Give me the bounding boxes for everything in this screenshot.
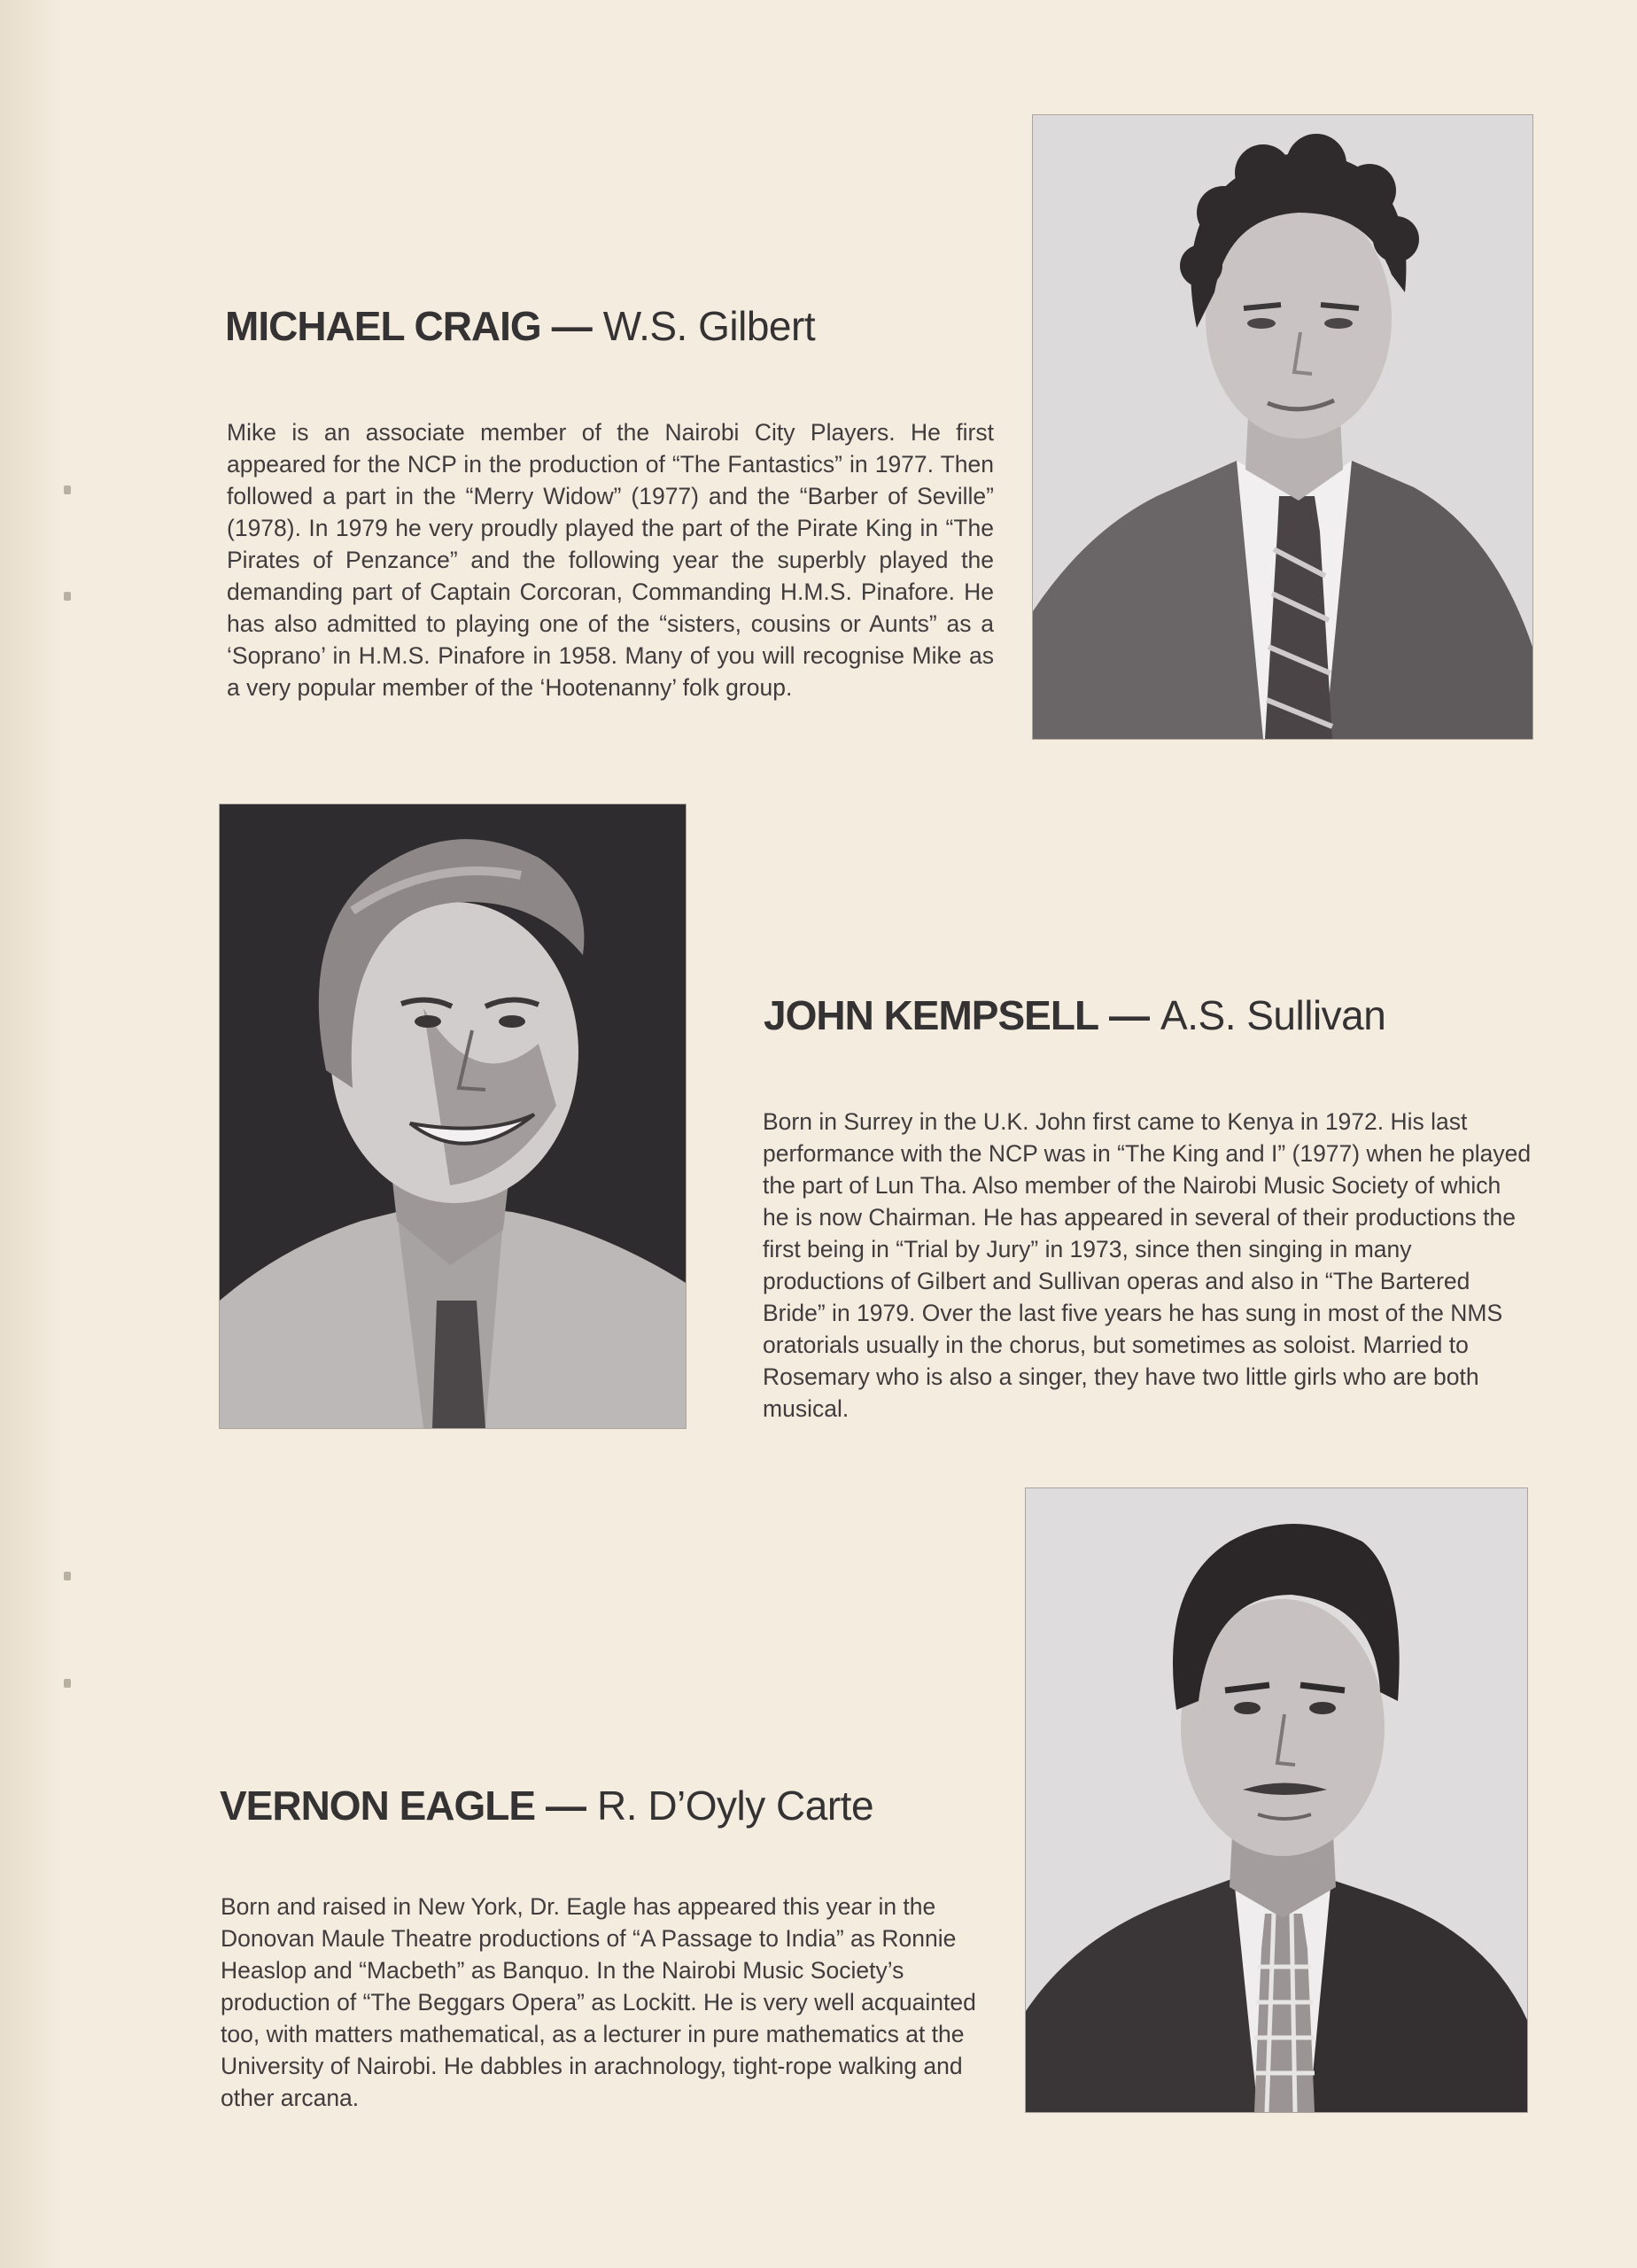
portrait-photo	[1026, 1488, 1527, 2112]
performer-bio: Mike is an associate member of the Nairobi City Players. He first appeared for the NCP in the production of “The Fantastics” in 1977. Then followed a part in the “Merry Widow” (1977) and the “Barber of Seville” (1978). In 1979 he very proudly played the part of the Pirate King in “The Pirates of Penzance” and the following year the superbly played the demanding part of Captain Corcoran, Commanding H.M.S. Pinafore. He has also admitted to playing one of the “sisters, cousins or Aunts” as a ‘Soprano’ in H.M.S. Pinafore in 1958. Many of you will recognise Mike as a very popular member of the ‘Hootenanny’ folk group.	[227, 419, 994, 701]
portrait-photo-graphic	[220, 804, 686, 1428]
performer-bio: Born and raised in New York, Dr. Eagle has appeared this year in the Donovan Maule Theatre productions of “A Passage to India” as Ronnie Heaslop and “Macbeth” as Banquo. In the Nairobi Music Society’s production of “The Beggars Opera” as Lockitt. He is very well acquainted too, with matters mathematical, as a lecturer in pure mathematics at the University of Nairobi. He dabbles in arachnology, tight-rope walking and other arcana.	[221, 1893, 976, 2111]
character-role: A.S. Sullivan	[1160, 992, 1386, 1038]
portrait-photo-graphic	[1026, 1488, 1527, 2112]
performer-bio: Born in Surrey in the U.K. John first came to Kenya in 1972. His last performance with the NCP was in “The King and I” (1977) when he played the part of Lun Tha. Also member of the Nairobi Music Society of which he is now Chairman. He has appeared in several of their productions the first being in “Trial by Jury” in 1973, since then singing in many productions of Gilbert and Sullivan operas and also in “The Bartered Bride” in 1979. Over the last five years he has sung in most of the NMS oratorials usually in the chorus, but sometimes as soloist. Married to Rosemary who is also a singer, they have two little girls who are both musical.	[763, 1108, 1532, 1422]
character-role: R. D’Oyly Carte	[597, 1783, 874, 1829]
portrait-photo	[220, 804, 686, 1428]
binding-hole	[64, 485, 71, 494]
binding-hole	[64, 1572, 71, 1581]
page-binding-edge	[0, 0, 62, 2268]
binding-hole	[64, 1679, 71, 1688]
heading-separator: —	[551, 303, 593, 349]
performer-name: MICHAEL CRAIG	[225, 303, 541, 349]
portrait-photo	[1033, 115, 1532, 739]
performer-name: JOHN KEMPSELL	[764, 992, 1099, 1038]
heading-separator: —	[1109, 992, 1151, 1038]
binding-hole	[64, 592, 71, 601]
heading-separator: —	[546, 1783, 587, 1829]
profile-heading	[220, 1781, 873, 1830]
profile-heading	[764, 990, 1385, 1040]
character-role: W.S. Gilbert	[602, 303, 816, 349]
performer-name: VERNON EAGLE	[220, 1783, 536, 1829]
portrait-photo-graphic	[1033, 115, 1532, 739]
profile-heading	[225, 301, 815, 351]
